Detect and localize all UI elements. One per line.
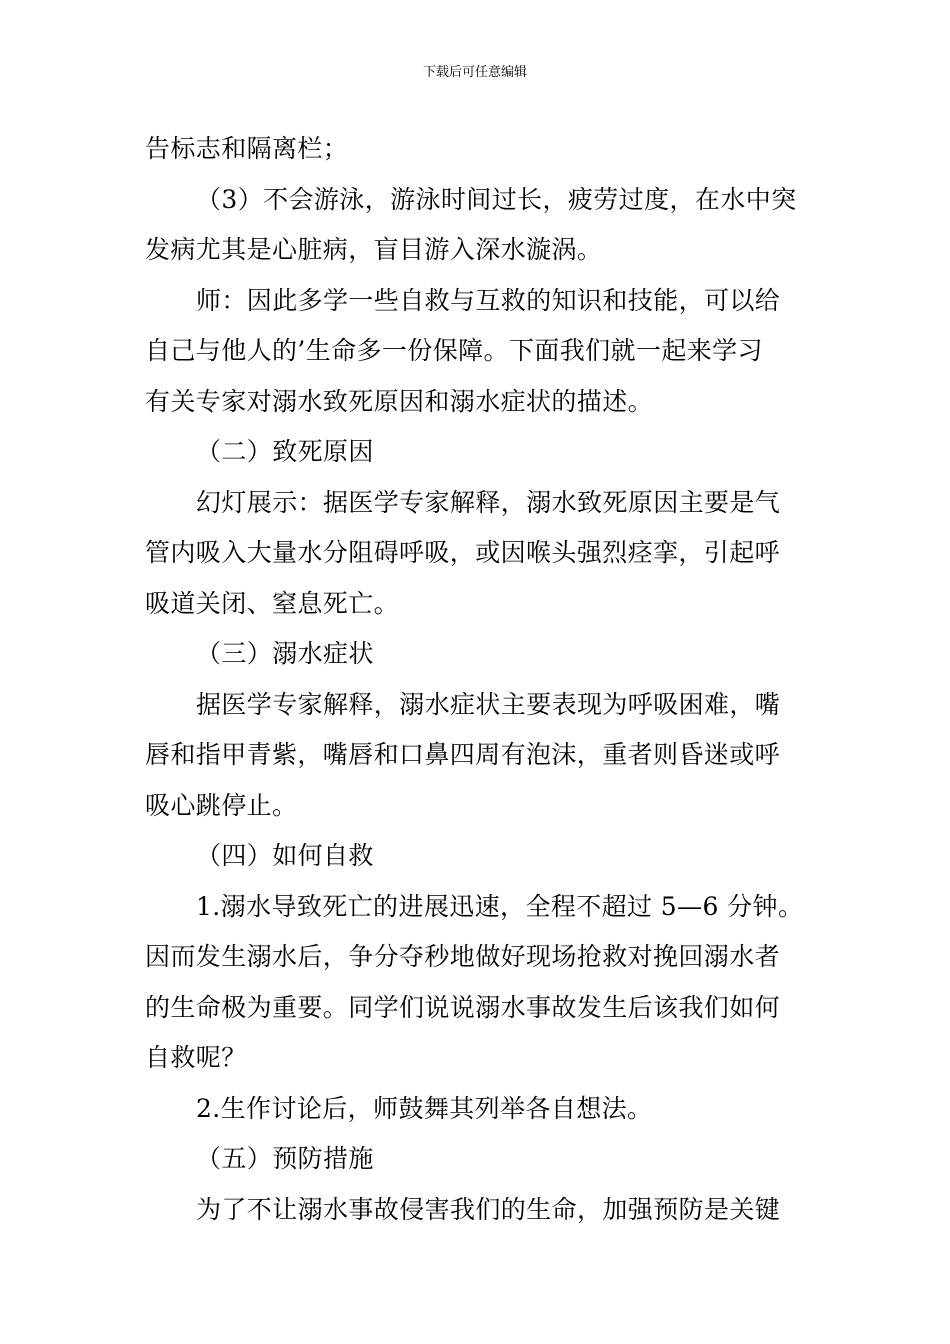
text-line-18: 的生命极为重要。同学们说说溺水事故发生后该我们如何 bbox=[145, 992, 781, 1022]
text-line-5: 自己与他人的’生命多一份保障。下面我们就一起来学习 bbox=[145, 336, 763, 365]
text-line-1: 告标志和隔离栏； bbox=[145, 134, 349, 163]
text-line-20: 2.生作讨论后，师鼓舞其列举各自想法。 bbox=[196, 1093, 653, 1123]
text-line-2: （3）不会游泳，游泳时间过长，疲劳过度，在水中突 bbox=[196, 184, 797, 214]
section-heading-symptoms: （三）溺水症状 bbox=[196, 639, 374, 668]
section-heading-self-rescue: （四）如何自救 bbox=[196, 841, 374, 870]
text-line-14: 吸心跳停止。 bbox=[145, 790, 298, 820]
section-heading-prevention: （五）预防措施 bbox=[196, 1144, 374, 1173]
page-header: 下载后可任意编辑 bbox=[422, 65, 527, 80]
text-line-10: 吸道关闭、窒息死亡。 bbox=[145, 588, 400, 618]
text-line-3: 发病尤其是心脏病，盲目游入深水漩涡。 bbox=[145, 235, 603, 264]
text-line-12: 据医学专家解释，溺水症状主要表现为呼吸困难，嘴 bbox=[196, 689, 781, 719]
text-line-4: 师：因此多学一些自救与互救的知识和技能，可以给 bbox=[196, 285, 781, 315]
document-body bbox=[145, 124, 807, 1235]
text-line-17: 因而发生溺水后，争分夺秒地做好现场抢救对挽回溺水者 bbox=[145, 942, 781, 971]
text-line-13: 唇和指甲青紫，嘴唇和口鼻四周有泡沫，重者则昏迷或呼 bbox=[145, 740, 781, 769]
text-line-19: 自救呢？ bbox=[145, 1043, 247, 1072]
section-heading-cause-of-death: （二）致死原因 bbox=[196, 437, 374, 466]
text-line-8: 幻灯展示：据医学专家解释，溺水致死原因主要是气 bbox=[196, 487, 781, 517]
text-line-22: 为了不让溺水事故侵害我们的生命，加强预防是关键 bbox=[196, 1194, 781, 1224]
text-line-16: 1.溺水导致死亡的进展迅速，全程不超过 5—6 分钟。 bbox=[196, 891, 804, 921]
text-line-9: 管内吸入大量水分阻碍呼吸，或因喉头强烈痉挛，引起呼 bbox=[145, 538, 781, 567]
text-line-6: 有关专家对溺水致死原因和溺水症状的描述。 bbox=[145, 386, 654, 416]
